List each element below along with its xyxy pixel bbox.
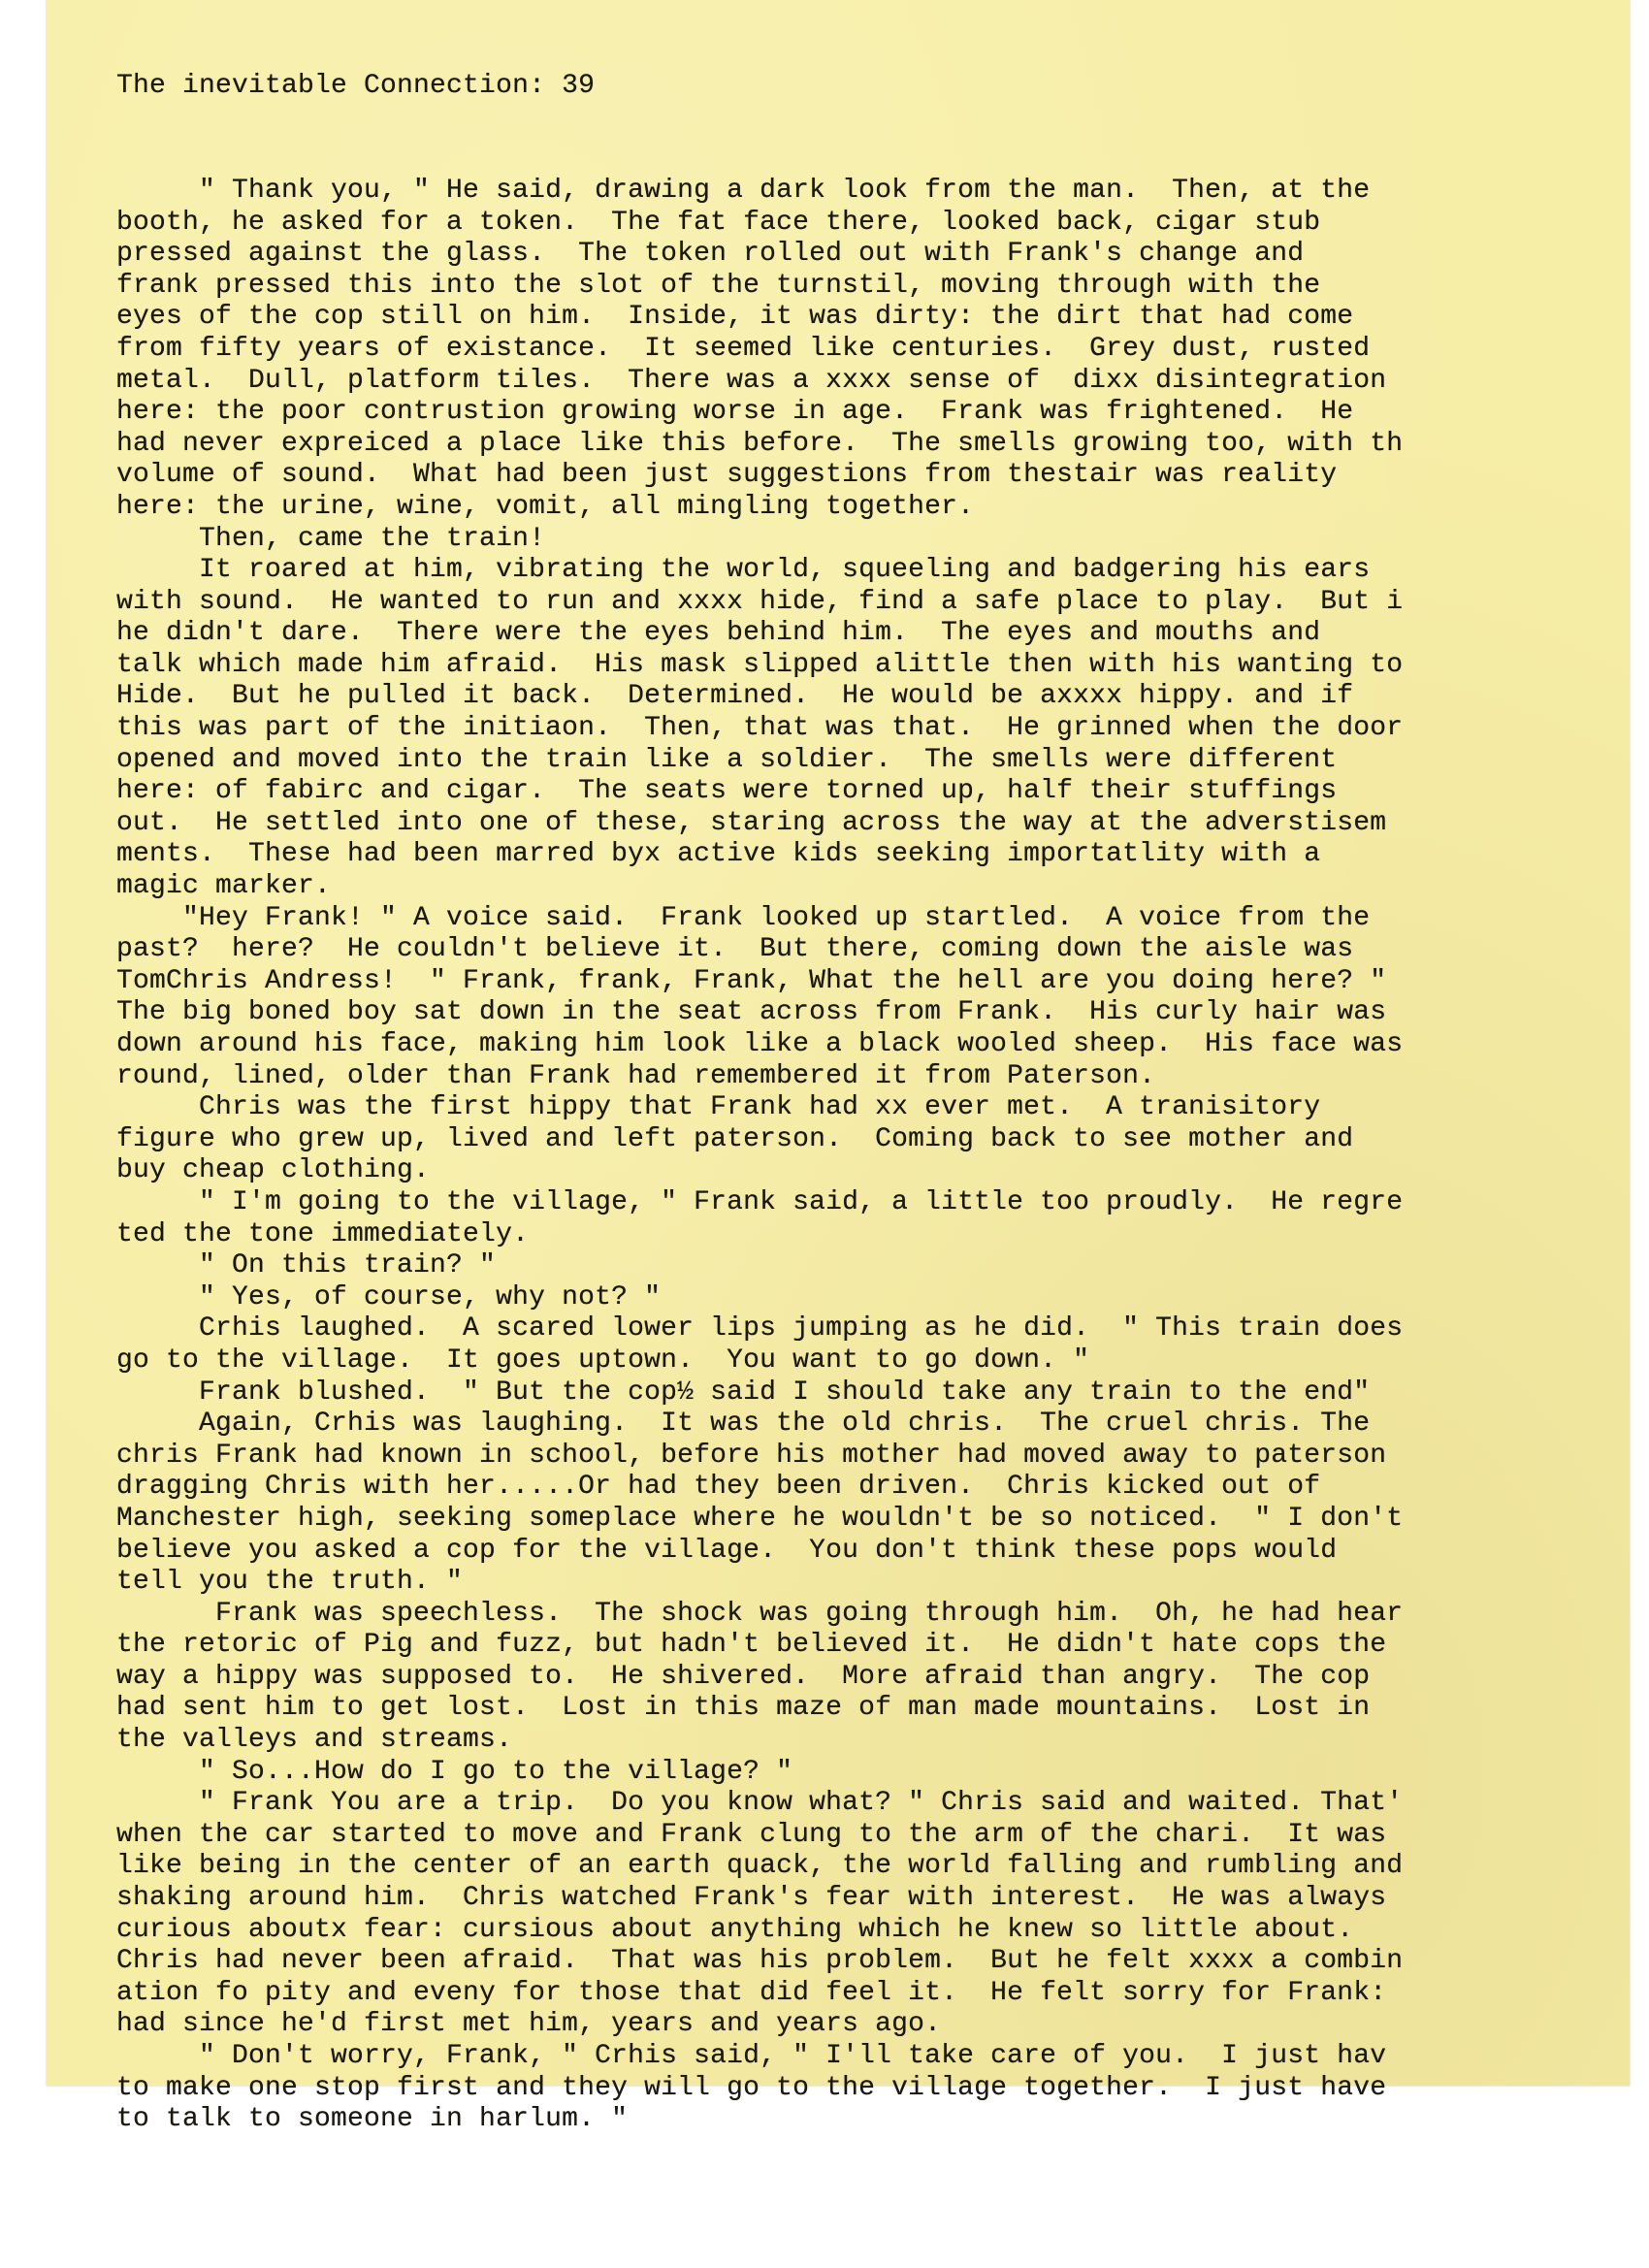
text-line: Then, came the train! <box>116 523 546 554</box>
text-line: here: the urine, wine, vomit, all mingling together. <box>116 491 975 522</box>
text-line: It roared at him, vibrating the world, squeeling and badgering his ears <box>116 555 1371 586</box>
text-line: to make one stop first and they will go to the village together. I just have <box>116 2072 1387 2103</box>
text-line: " Yes, of course, why not? " <box>116 1281 662 1312</box>
text-line: believe you asked a cop for the village. You don't think these pops would <box>116 1535 1338 1566</box>
text-line: Frank blushed. " But the cop½ said I should take any train to the end" <box>116 1377 1371 1408</box>
text-line: had since he'd first met him, years and years ago. <box>116 2009 942 2040</box>
text-line: pressed against the glass. The token rolled out with Frank's change and <box>116 239 1305 270</box>
text-line: he didn't dare. There were the eyes behind him. The eyes and mouths and <box>116 618 1321 649</box>
text-line: frank pressed this into the slot of the turnstil, moving through with the <box>116 270 1321 301</box>
text-line: Chris had never been afraid. That was his problem. But he felt xxxx a combin <box>116 1946 1404 1977</box>
text-line: buy cheap clothing. <box>116 1155 431 1186</box>
text-line: tell you the truth. " <box>116 1567 464 1598</box>
text-line: "Hey Frank! " A voice said. Frank looked up startled. A voice from the <box>116 902 1371 933</box>
text-line: shaking around him. Chris watched Frank's fear with interest. He was always <box>116 1883 1387 1914</box>
text-line: curious aboutx fear: cursious about anything which he knew so little about. <box>116 1914 1354 1945</box>
text-line: Again, Crhis was laughing. It was the old chris. The cruel chris. The <box>116 1409 1371 1440</box>
text-line: Crhis laughed. A scared lower lips jumping as he did. " This train does <box>116 1313 1404 1345</box>
text-line: " Thank you, " He said, drawing a dark look from the man. Then, at the <box>116 175 1371 206</box>
text-line: this was part of the initiaon. Then, that was that. He grinned when the door <box>116 713 1404 744</box>
text-line: figure who grew up, lived and left paterson. Coming back to see mother and <box>116 1123 1354 1154</box>
text-line: " Frank You are a trip. Do you know what? " Chris said and waited. That' <box>116 1788 1404 1819</box>
text-line: TomChris Andress! " Frank, frank, Frank, What the hell are you doing here? " <box>116 965 1387 996</box>
text-line: " I'm going to the village, " Frank said, a little too proudly. He regre <box>116 1186 1404 1217</box>
text-line: from fifty years of existance. It seemed like centuries. Grey dust, rusted <box>116 333 1371 364</box>
text-line: " So...How do I go to the village? " <box>116 1756 793 1787</box>
text-line: the valleys and streams. <box>116 1725 513 1756</box>
text-line: booth, he asked for a token. The fat face there, looked back, cigar stub <box>116 207 1321 238</box>
text-line: had sent him to get lost. Lost in this maze of man made mountains. Lost in <box>116 1693 1371 1724</box>
text-line: The big boned boy sat down in the seat across from Frank. His curly hair was <box>116 997 1387 1028</box>
text-line: Chris was the first hippy that Frank had xx ever met. A tranisitory <box>116 1092 1321 1123</box>
typewritten-page <box>116 8 1630 2167</box>
text-line: past? here? He couldn't believe it. But there, coming down the aisle was <box>116 934 1354 965</box>
text-line: had never expreiced a place like this before. The smells growing too, with th <box>116 428 1404 459</box>
body-text <box>116 176 1630 2136</box>
text-line: Hide. But he pulled it back. Determined. He would be axxxx hippy. and if <box>116 681 1354 712</box>
text-line: like being in the center of an earth quack, the world falling and rumbling and <box>116 1851 1404 1882</box>
text-line: here: of fabirc and cigar. The seats were torned up, half their stuffings <box>116 776 1338 807</box>
text-line: here: the poor contrustion growing worse in age. Frank was frightened. He <box>116 397 1354 428</box>
page-header: The inevitable Connection: 39 <box>116 71 596 102</box>
text-line: talk which made him afraid. His mask slipped alittle then with his wanting to <box>116 649 1404 680</box>
text-line: out. He settled into one of these, staring across the way at the adverstisem <box>116 807 1387 838</box>
text-line: round, lined, older than Frank had remembered it from Paterson. <box>116 1060 1156 1091</box>
text-line: Manchester high, seeking someplace where he wouldn't be so noticed. " I don't <box>116 1503 1404 1534</box>
text-line: " On this train? " <box>116 1250 497 1281</box>
text-line: dragging Chris with her.....Or had they been driven. Chris kicked out of <box>116 1472 1321 1503</box>
text-line: opened and moved into the train like a soldier. The smells were different <box>116 744 1338 775</box>
text-line: down around his face, making him look like a black wooled sheep. His face was <box>116 1029 1404 1059</box>
text-line: ation fo pity and eveny for those that did feel it. He felt sorry for Frank: <box>116 1977 1387 2008</box>
text-line: eyes of the cop still on him. Inside, it was dirty: the dirt that had come <box>116 302 1354 333</box>
text-line: volume of sound. What had been just suggestions from thestair was reality <box>116 460 1338 491</box>
text-line: magic marker. <box>116 871 332 902</box>
text-line: with sound. He wanted to run and xxxx hide, find a safe place to play. But i <box>116 586 1404 617</box>
text-line: chris Frank had known in school, before his mother had moved away to paterson <box>116 1440 1387 1471</box>
text-line: metal. Dull, platform tiles. There was a xxxx sense of dixx disintegration <box>116 365 1387 396</box>
text-line: " Don't worry, Frank, " Crhis said, " I'll take care of you. I just hav <box>116 2041 1387 2071</box>
text-line: ments. These had been marred byx active kids seeking importatlity with a <box>116 839 1321 870</box>
text-line: way a hippy was supposed to. He shivered. More afraid than angry. The cop <box>116 1661 1371 1692</box>
text-line: Frank was speechless. The shock was going through him. Oh, he had hear <box>116 1598 1404 1629</box>
text-line: to talk to someone in harlum. " <box>116 2104 629 2135</box>
text-line: when the car started to move and Frank clung to the arm of the chari. It was <box>116 1819 1387 1850</box>
text-line: go to the village. It goes uptown. You want to go down. " <box>116 1345 1090 1376</box>
text-line: the retoric of Pig and fuzz, but hadn't believed it. He didn't hate cops the <box>116 1630 1387 1661</box>
text-line: ted the tone immediately. <box>116 1218 530 1249</box>
